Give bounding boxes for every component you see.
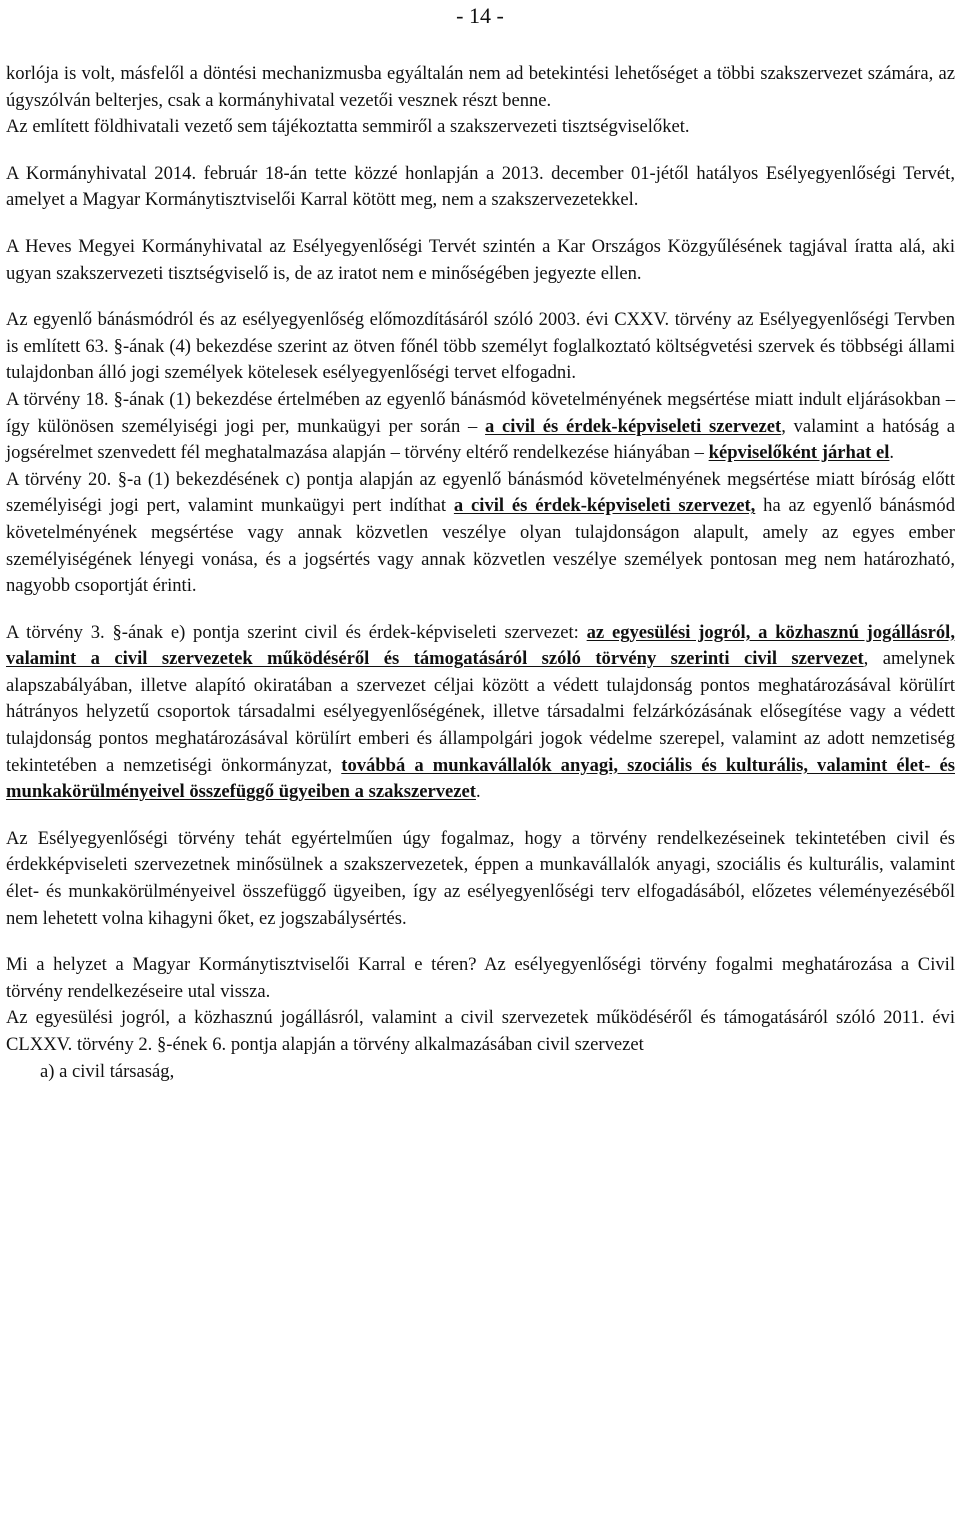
p8-text-c: , amelynek alapszabályában, illetve alapító okiratában a szervezet céljai között a védett tulajdonság pontos meghatározásával körülírt hátrányos helyzetű csoportok társadalmi esélyegyenlőségének, illetve társadalmi felzárkózásának elősegítése vagy a védett tulajdonság pontos meghatározásával körülírt emberi és állampolgári jogok védelme szerepel, valamint az adott nemzetiség tekintetében a nemzetiségi önkormányzat, [6,648,955,776]
paragraph-10: Mi a helyzet a Magyar Kormánytisztviselői Karral e téren? Az esélyegyenlőségi törvény fogalmi meghatározása a Civil törvény rendelkezéseire utal vissza. [6,954,955,1002]
page-number: - 14 - [456,3,504,28]
p6-underlined-representative: képviselőként járhat el [708,442,890,464]
p6-underlined-civil-org: a civil és érdek-képviseleti szervezet [485,415,782,437]
p8-text-e: . [475,781,481,803]
spacer [6,806,955,826]
p7-underlined-civil-org: a civil és érdek-képviseleti szervezet, [453,495,756,517]
paragraph-2: Az említett földhivatali vezető sem tájékoztatta semmiről a szakszervezeti tisztségviselőket. [6,116,690,138]
paragraph-1: korlója is volt, másfelől a döntési mechanizmusba egyáltalán nem ad betekintési lehetőséget a többi szakszervezet számára, az úgyszólván belterjes, csak a kormányhivatal vezetői vesznek részt benne. [6,63,955,111]
spacer [6,214,955,234]
p6-text-e: . [889,442,895,464]
spacer [6,932,955,952]
spacer [6,600,955,620]
paragraph-3: A Kormányhivatal 2014. február 18-án tette közzé honlapján a 2013. december 01-jétől hatályos Esélyegyenlőségi Tervét, amelyet a Magyar Kormánytisztviselői Karral kötött meg, nem a szakszervezetekkel. [6,162,955,211]
paragraph-4: A Heves Megyei Kormányhivatal az Esélyegyenlőségi Tervét szintén a Kar Országos Közgyűlésének tagjával íratta alá, aki ugyan szakszervezeti tisztségviselő is, de az iratot nem e minőségében jegyezte ellen. [6,235,955,284]
p7-text-c: ha az egyenlő bánásmód követelményének megsértése vagy annak közvetlen veszélye olyan tulajdonságon alapult, amely az egyes ember személyiségének lényegi vonása, és a jogsértés vagy annak közvetlen veszélye személyek pontosan meg nem határozható, nagyobb csoportját érinti. [6,495,955,597]
p6-text-a: A törvény 18. §-ának (1) bekezdése értelmében az egyenlő bánásmód követelményének megsértése miatt indult eljárásokban – így különösen személyiségi jogi per, munkaügyi per során – [6,388,955,437]
list-item: a) a civil társaság, [40,1060,175,1082]
p8-underlined-union: továbbá a munkavállalók anyagi, szociális és kulturális, valamint élet- és munkakörülményeivel összefüggő ügyeiben a szakszervezet [6,754,955,803]
spacer [6,287,955,307]
p6-text-c: , valamint a hatóság a jogsérelmet szenvedett fél meghatalmazása alapján – törvény eltérő rendelkezése hiányában – [6,415,955,464]
paragraph-11: Az egyesülési jogról, a közhasznú jogállásról, valamint a civil szervezetek működéséről és támogatásáról szóló 2011. évi CLXXV. törvény 2. §-ének 6. pontja alapján a törvény alkalmazásában civil szervezet [6,1007,955,1055]
paragraph-5: Az egyenlő bánásmódról és az esélyegyenlőség előmozdításáról szóló 2003. évi CXXV. törvény az Esélyegyenlőségi Tervben is említett 63. §-ának (4) bekezdése szerint az ötven főnél több személyt foglalkoztató költségvetési szervek és többségi állami tulajdonban álló jogi személyek kötelesek esélyegyenlőségi tervet elfogadni. [6,309,955,384]
spacer [6,141,955,161]
paragraph-9: Az Esélyegyenlőségi törvény tehát egyértelműen úgy fogalmaz, hogy a törvény rendelkezéseinek tekintetében civil és érdekképviseleti szervezetnek minősülnek a szakszervezetek, éppen a munkavállalók anyagi, szociális és kulturális, valamint élet- és munkakörülményeivel összefüggő ügyeiben, így az esélyegyenlőségi terv elfogadásából, előzetes véleményezéséből nem lehetett volna kihagyni őket, ez jogszabálysértés. [6,827,955,929]
p8-underlined-civil-law: az egyesülési jogról, a közhasznú jogállásról, valamint a civil szervezetek működéséről és támogatásáról szóló törvény szerinti civil szervezet [6,621,955,670]
paragraph-8 [6,620,955,806]
p8-text-a: A törvény 3. §-ának e) pontja szerint civil és érdek-képviseleti szervezet: [6,621,587,643]
paragraph-6 [6,387,955,467]
paragraph-7 [6,467,955,600]
p7-text-a: A törvény 20. §-a (1) bekezdésének c) pontja alapján az egyenlő bánásmód követelményének megsértése miatt bíróság előtt személyiségi jogi pert, valamint munkaügyi pert indíthat [6,468,955,517]
document-body [6,61,955,1085]
